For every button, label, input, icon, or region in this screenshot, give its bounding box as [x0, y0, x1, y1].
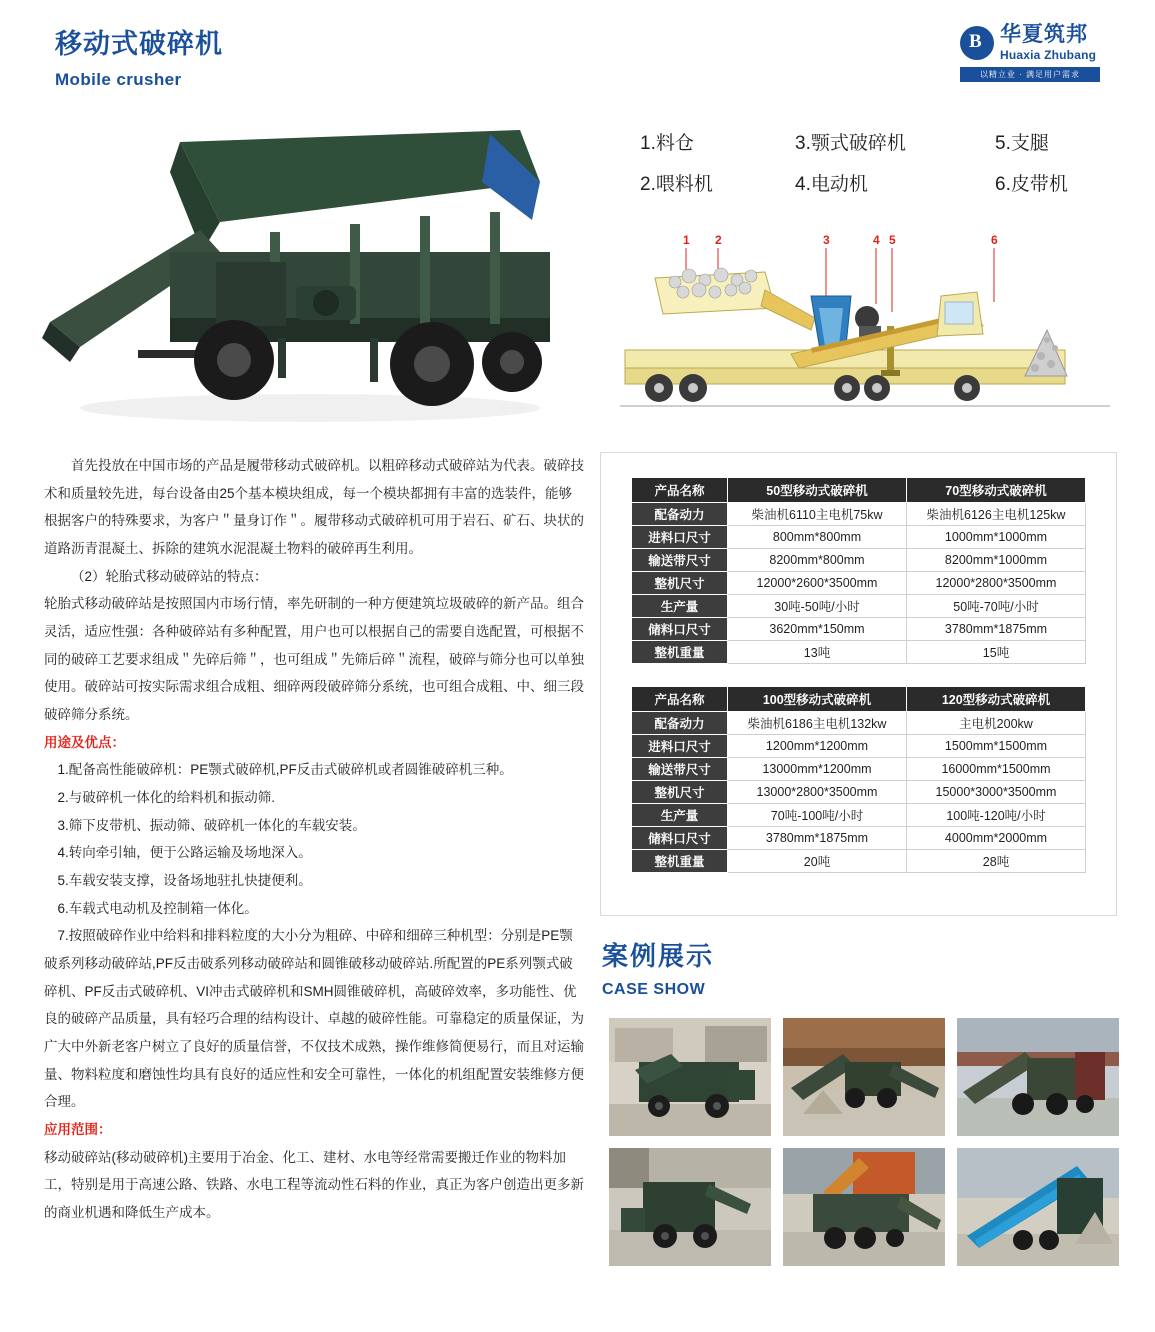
table-row [632, 526, 1086, 549]
spec-label: 进料口尺寸 [632, 735, 728, 758]
case-photo-5 [783, 1148, 945, 1266]
spec-model-a: 50型移动式破碎机 [728, 478, 907, 503]
spec-value: 1000mm*1000mm [907, 526, 1086, 549]
table-row [632, 735, 1086, 758]
spec-value: 13000*2800*3500mm [728, 781, 907, 804]
legend-item-6: 6.皮带机 [995, 174, 1068, 195]
spec-label: 产品名称 [632, 687, 728, 712]
logo-mark-icon [960, 26, 994, 60]
use-item-2: 2.与破碎机一体化的给料机和振动筛. [57, 790, 276, 806]
body-copy [44, 452, 584, 1227]
spec-label: 整机重量 [632, 850, 728, 873]
legend-item-1: 1.料仓 [640, 133, 694, 154]
table-row [632, 618, 1086, 641]
table-row [632, 758, 1086, 781]
page-title [55, 28, 223, 90]
case-photo-4 [609, 1148, 771, 1266]
spec-value: 13吨 [728, 641, 907, 664]
spec-value: 3780mm*1875mm [907, 618, 1086, 641]
spec-label: 生产量 [632, 804, 728, 827]
spec-value: 28吨 [907, 850, 1086, 873]
svg-text:3: 3 [823, 233, 830, 247]
legend-item-5: 5.支腿 [995, 133, 1049, 154]
section-title-uses: 用途及优点： [44, 734, 125, 750]
spec-value: 8200mm*1000mm [907, 549, 1086, 572]
spec-value: 柴油机6186主电机132kw [728, 712, 907, 735]
case-show-title [602, 936, 714, 999]
table-row [632, 641, 1086, 664]
spec-value: 70吨-100吨/小时 [728, 804, 907, 827]
svg-text:6: 6 [991, 233, 998, 247]
hero-product-photo [20, 112, 580, 432]
spec-value: 3620mm*150mm [728, 618, 907, 641]
parts-legend [640, 128, 1110, 196]
svg-text:1: 1 [683, 233, 690, 247]
title-english: Mobile crusher [55, 70, 182, 90]
spec-value: 13000mm*1200mm [728, 758, 907, 781]
spec-label: 整机尺寸 [632, 572, 728, 595]
specifications-panel [600, 452, 1117, 916]
spec-label: 储料口尺寸 [632, 827, 728, 850]
svg-text:5: 5 [889, 233, 896, 247]
case-photo-2 [783, 1018, 945, 1136]
application-text: 移动破碎站(移动破碎机)主要用于冶金、化工、建材、水电等经常需要搬迁作业的物料加工，特别是用于高速公路、铁路、水电工程等流动性石料的作业，真正为客户创造出更多新的商业机遇和降低生产成本。 [44, 1149, 584, 1221]
case-title-cn: 案例展示 [602, 941, 715, 971]
machine-schematic-diagram [615, 230, 1115, 425]
table-row [632, 827, 1086, 850]
spec-value: 柴油机6110主电机75kw [728, 503, 907, 526]
spec-label: 整机尺寸 [632, 781, 728, 804]
spec-value: 8200mm*800mm [728, 549, 907, 572]
spec-model-b: 120型移动式破碎机 [907, 687, 1086, 712]
table-row [632, 804, 1086, 827]
spec-label: 配备动力 [632, 712, 728, 735]
legend-item-4: 4.电动机 [795, 174, 868, 195]
case-photo-grid [609, 1018, 1119, 1266]
svg-text:2: 2 [715, 233, 722, 247]
svg-text:4: 4 [873, 233, 880, 247]
spec-label: 生产量 [632, 595, 728, 618]
logo-slogan: 以精立业 · 满足用户需求 [960, 67, 1100, 82]
use-item-3: 3.筛下皮带机、振动筛、破碎机一体化的车载安装。 [57, 817, 366, 833]
spec-value: 主电机200kw [907, 712, 1086, 735]
spec-value: 100吨-120吨/小时 [907, 804, 1086, 827]
spec-value: 800mm*800mm [728, 526, 907, 549]
company-logo [960, 24, 1100, 80]
spec-value: 15000*3000*3500mm [907, 781, 1086, 804]
spec-value: 3780mm*1875mm [728, 827, 907, 850]
spec-value: 1500mm*1500mm [907, 735, 1086, 758]
logo-name-en: Huaxia Zhubang [1000, 48, 1097, 62]
paragraph-1: 首先投放在中国市场的产品是履带移动式破碎机。以粗碎移动式破碎站为代表。破碎技术和质量较先进，每台设备由25个基本模块组成，每一个模块都拥有丰富的选装件，能够根据客户的特殊要求，为客户＂量身订作＂。履带移动式破碎机可用于岩石、矿石、块状的道路沥青混凝土、拆除的建筑水泥混凝土物料的破碎再生利用。 [44, 458, 584, 557]
title-chinese: 移动式破碎机 [55, 29, 223, 59]
case-photo-3 [957, 1018, 1119, 1136]
spec-table-1 [631, 477, 1086, 664]
spec-value: 30吨-50吨/小时 [728, 595, 907, 618]
legend-item-2: 2.喂料机 [640, 174, 713, 195]
spec-value: 50吨-70吨/小时 [907, 595, 1086, 618]
table-row [632, 478, 1086, 503]
case-photo-6 [957, 1148, 1119, 1266]
spec-label: 输送带尺寸 [632, 758, 728, 781]
spec-value: 4000mm*2000mm [907, 827, 1086, 850]
table-row [632, 595, 1086, 618]
logo-name-cn: 华夏筑邦 [1000, 23, 1088, 46]
spec-label: 产品名称 [632, 478, 728, 503]
table-row [632, 687, 1086, 712]
spec-label: 进料口尺寸 [632, 526, 728, 549]
spec-label: 输送带尺寸 [632, 549, 728, 572]
use-item-1: 1.配备高性能破碎机：PE颚式破碎机,PF反击式破碎机或者圆锥破碎机三种。 [57, 762, 513, 778]
paragraph-2: （2）轮胎式移动破碎站的特点： [71, 568, 268, 584]
table-row [632, 850, 1086, 873]
spec-value: 12000*2600*3500mm [728, 572, 907, 595]
legend-item-3: 3.颚式破碎机 [795, 133, 906, 154]
spec-value: 柴油机6126主电机125kw [907, 503, 1086, 526]
use-item-4: 4.转向牵引轴，便于公路运输及场地深入。 [57, 845, 312, 861]
use-item-5: 5.车载安装支撑，设备场地驻扎快捷便利。 [57, 873, 312, 889]
table-row [632, 572, 1086, 595]
table-row [632, 781, 1086, 804]
spec-label: 配备动力 [632, 503, 728, 526]
case-photo-1 [609, 1018, 771, 1136]
table-row [632, 549, 1086, 572]
spec-value: 15吨 [907, 641, 1086, 664]
spec-value: 20吨 [728, 850, 907, 873]
use-item-6: 6.车载式电动机及控制箱一体化。 [57, 900, 258, 916]
use-item-7: 7.按照破碎作业中给料和排料粒度的大小分为粗碎、中碎和细碎三种机型：分别是PE颚破系列移动破碎站,PF反击破系列移动破碎站和圆锥破移动破碎站.所配置的PE系列颚式破碎机、PF反击式破碎机、VI冲击式破碎机和SMH圆锥破碎机，高破碎效率，多功能性、优良的破碎产品质量，具有轻巧合理的结构设计、卓越的破碎性能。可靠稳定的质量保证，为广大中外新老客户树立了良好的质量信誉，不仅技术成熟，操作维修简便易行，而且对运输量、物料粒度和磨蚀性均具有良好的适应性和安全可靠性，一体化的机组配置安装维修方便合理。 [44, 928, 584, 1110]
spec-value: 1200mm*1200mm [728, 735, 907, 758]
paragraph-3: 轮胎式移动破碎站是按照国内市场行情，率先研制的一种方便建筑垃圾破碎的新产品。组合灵活，适应性强：各种破碎站有多种配置，用户也可以根据自己的需要自选配置，可根据不同的破碎工艺要求组成＂先碎后筛＂，也可组成＂先筛后碎＂流程，破碎与筛分也可以单独使用。破碎站可按实际需求组合成粗、细碎两段破碎筛分系统，也可组合成粗、中、细三段破碎筛分系统。 [44, 596, 584, 723]
table-row [632, 712, 1086, 735]
logo-mark-letter: B [969, 31, 982, 52]
spec-table-2 [631, 686, 1086, 873]
section-title-application: 应用范围： [44, 1122, 112, 1138]
table-row [632, 503, 1086, 526]
case-title-en: CASE SHOW [602, 981, 706, 998]
spec-model-b: 70型移动式破碎机 [907, 478, 1086, 503]
spec-value: 16000mm*1500mm [907, 758, 1086, 781]
spec-value: 12000*2800*3500mm [907, 572, 1086, 595]
spec-model-a: 100型移动式破碎机 [728, 687, 907, 712]
spec-label: 储料口尺寸 [632, 618, 728, 641]
spec-label: 整机重量 [632, 641, 728, 664]
